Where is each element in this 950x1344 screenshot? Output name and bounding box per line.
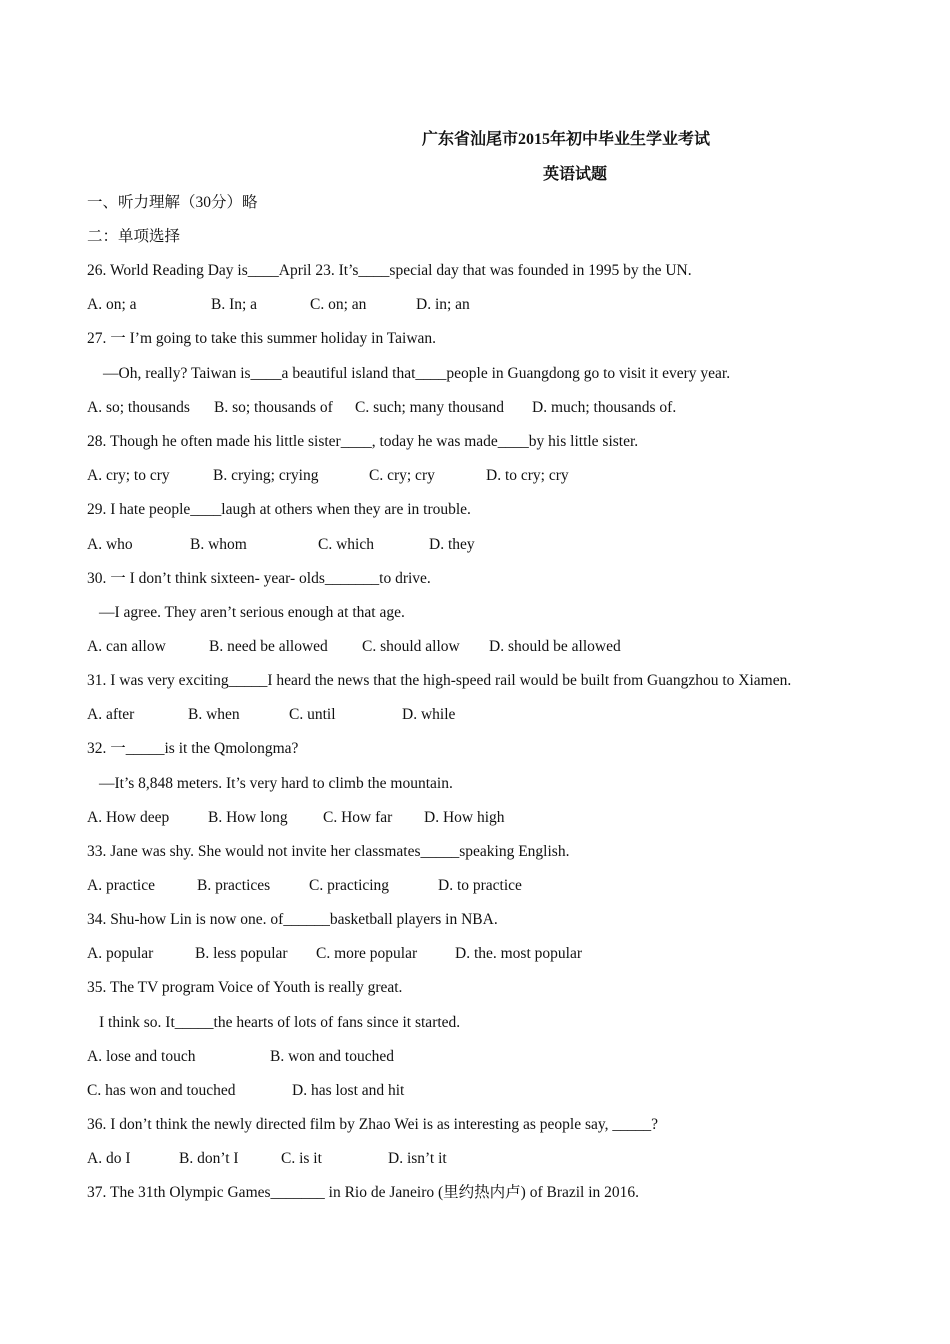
section-single-choice: 二：单项选择: [87, 228, 181, 245]
option-b: B. How long: [208, 809, 288, 826]
option-b: B. In; a: [211, 296, 258, 313]
option-d: D. to cry; cry: [486, 467, 569, 484]
option-c: C. until: [289, 706, 336, 723]
option-c: C. should allow: [362, 638, 460, 655]
option-d: D. much; thousands of.: [532, 399, 677, 416]
option-d: D. they: [429, 536, 475, 553]
option-b: B. practices: [197, 877, 271, 894]
question-36-stem: 36. I don’t think the newly directed film by Zhao Wei is as interesting as people say, _____?: [87, 1116, 658, 1133]
question-27-stem-reply: —Oh, really? Taiwan is____a beautiful island that____people in Guangdong go to visit it every year.: [103, 365, 731, 382]
question-26-stem: 26. World Reading Day is____April 23. It’s____special day that was founded in 1995 by the UN.: [87, 262, 692, 279]
option-b: B. won and touched: [270, 1048, 394, 1065]
option-d: D. isn’t it: [388, 1150, 447, 1167]
option-b: B. less popular: [195, 945, 288, 962]
option-a: A. after: [87, 706, 135, 723]
section-listening: 一、听力理解（30分）略: [87, 194, 258, 211]
question-31-stem: 31. I was very exciting_____I heard the news that the high-speed rail would be built from Guangzhou to Xiamen.: [87, 672, 792, 689]
option-d: D. has lost and hit: [292, 1082, 405, 1099]
exam-subtitle: 英语试题: [543, 166, 608, 183]
question-28-stem: 28. Though he often made his little sister____, today he was made____by his little sister.: [87, 433, 639, 450]
option-a: A. on; a: [87, 296, 137, 313]
option-a: A. lose and touch: [87, 1048, 196, 1065]
option-d: D. should be allowed: [489, 638, 621, 655]
option-b: B. when: [188, 706, 240, 723]
option-a: A. who: [87, 536, 133, 553]
option-b: B. whom: [190, 536, 247, 553]
option-b: B. need be allowed: [209, 638, 328, 655]
option-d: D. the. most popular: [455, 945, 582, 962]
question-32-stem-reply: —It’s 8,848 meters. It’s very hard to climb the mountain.: [99, 775, 453, 792]
option-d: D. to practice: [438, 877, 522, 894]
option-c: C. more popular: [316, 945, 418, 962]
question-33-stem: 33. Jane was shy. She would not invite her classmates_____speaking English.: [87, 843, 570, 860]
option-c: C. which: [318, 536, 374, 553]
option-a: A. do I: [87, 1150, 131, 1167]
question-32-stem: 32. 一_____is it the Qmolongma?: [87, 740, 299, 757]
option-d: D. How high: [424, 809, 505, 826]
option-a: A. so; thousands: [87, 399, 190, 416]
exam-title: 广东省汕尾市2015年初中毕业生学业考试: [422, 131, 711, 148]
option-c: C. How far: [323, 809, 393, 826]
option-a: A. popular: [87, 945, 154, 962]
option-b: B. don’t I: [179, 1150, 239, 1167]
option-a: A. can allow: [87, 638, 166, 655]
option-c: C. such; many thousand: [355, 399, 504, 416]
option-a: A. practice: [87, 877, 155, 894]
question-29-stem: 29. I hate people____laugh at others when they are in trouble.: [87, 501, 471, 518]
option-c: C. practicing: [309, 877, 390, 894]
option-b: B. crying; crying: [213, 467, 319, 484]
option-d: D. in; an: [416, 296, 470, 313]
question-34-stem: 34. Shu-how Lin is now one. of______basketball players in NBA.: [87, 911, 498, 928]
question-30-stem-reply: —I agree. They aren’t serious enough at that age.: [99, 604, 405, 621]
question-37-stem: 37. The 31th Olympic Games_______ in Rio de Janeiro (里约热内卢) of Brazil in 2016.: [87, 1184, 640, 1201]
option-c: C. has won and touched: [87, 1082, 236, 1099]
question-35-stem: 35. The TV program Voice of Youth is really great.: [87, 979, 403, 996]
question-35-stem-reply: I think so. It_____the hearts of lots of fans since it started.: [99, 1014, 461, 1031]
option-a: A. cry; to cry: [87, 467, 170, 484]
question-27-stem: 27. 一 I’m going to take this summer holiday in Taiwan.: [87, 330, 437, 347]
option-c: C. cry; cry: [369, 467, 435, 484]
option-d: D. while: [402, 706, 456, 723]
option-b: B. so; thousands of: [214, 399, 333, 416]
option-a: A. How deep: [87, 809, 170, 826]
question-30-stem: 30. 一 I don’t think sixteen- year- olds_______to drive.: [87, 570, 431, 587]
option-c: C. on; an: [310, 296, 367, 313]
option-c: C. is it: [281, 1150, 322, 1167]
